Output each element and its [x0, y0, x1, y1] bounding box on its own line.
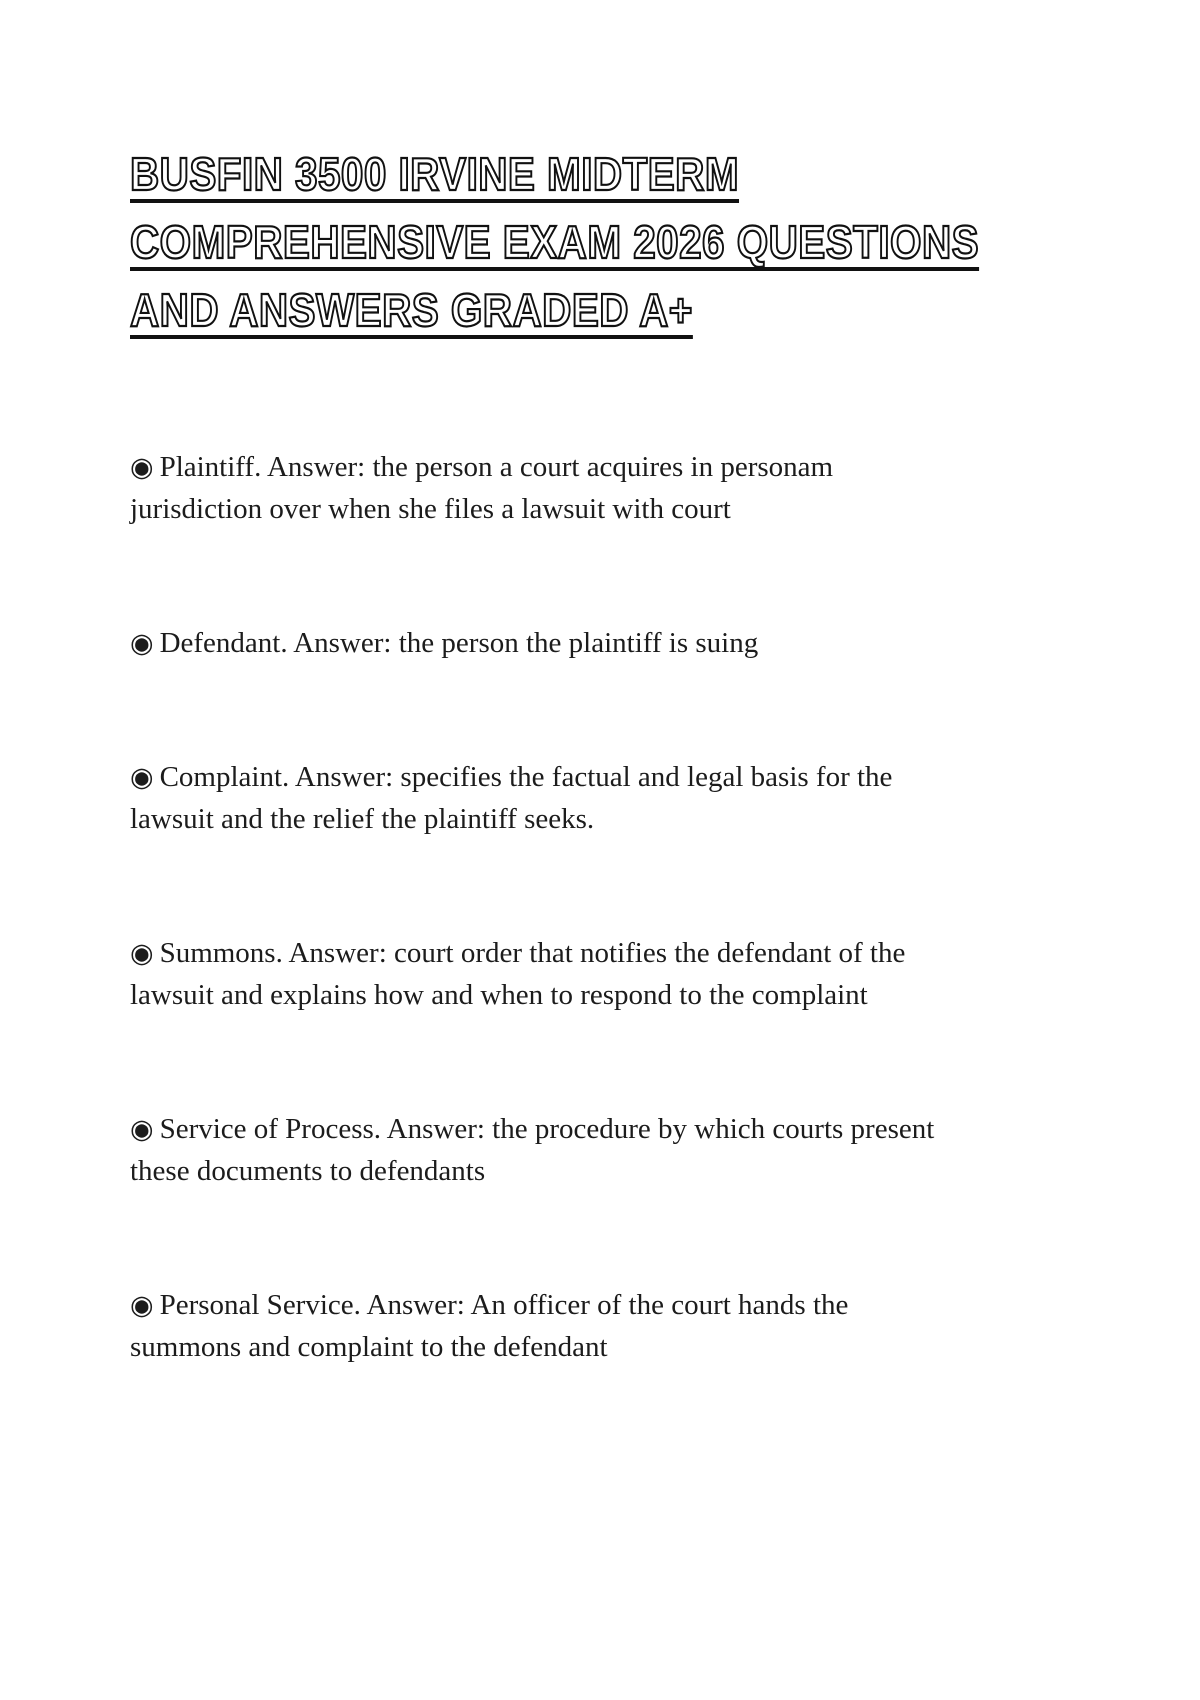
qa-item-plaintiff [130, 446, 965, 530]
document-content [130, 140, 980, 1368]
document-title [130, 140, 980, 344]
fisheye-bullet-icon: ◉ [130, 628, 154, 658]
qa-item-text: Service of Process. Answer: the procedure by which courts present these documents to defendants [130, 1113, 935, 1187]
qa-item-text: Summons. Answer: court order that notifies the defendant of the lawsuit and explains how and when to respond to the complaint [130, 937, 906, 1011]
title-line-3: AND ANSWERS GRADED A+ [130, 284, 693, 336]
fisheye-bullet-icon: ◉ [130, 1290, 154, 1320]
qa-item-service-of-process [130, 1108, 965, 1192]
qa-item-text: Defendant. Answer: the person the plaintiff is suing [159, 627, 759, 659]
fisheye-bullet-icon: ◉ [130, 938, 154, 968]
fisheye-bullet-icon: ◉ [130, 1114, 154, 1144]
title-line-2: COMPREHENSIVE EXAM 2026 QUESTIONS [130, 216, 980, 268]
qa-item-text: Plaintiff. Answer: the person a court acquires in personam jurisdiction over when she files a lawsuit with court [130, 451, 834, 525]
qa-list [130, 446, 965, 1368]
fisheye-bullet-icon: ◉ [130, 762, 154, 792]
qa-item-defendant [130, 622, 965, 664]
title-line-1: BUSFIN 3500 IRVINE MIDTERM [130, 148, 740, 200]
qa-item-text: Personal Service. Answer: An officer of the court hands the summons and complaint to the defendant [130, 1289, 849, 1363]
qa-item-complaint [130, 756, 965, 840]
qa-item-personal-service [130, 1284, 965, 1368]
qa-item-summons [130, 932, 965, 1016]
fisheye-bullet-icon: ◉ [130, 452, 154, 482]
qa-item-text: Complaint. Answer: specifies the factual and legal basis for the lawsuit and the relief the plaintiff seeks. [130, 761, 893, 835]
